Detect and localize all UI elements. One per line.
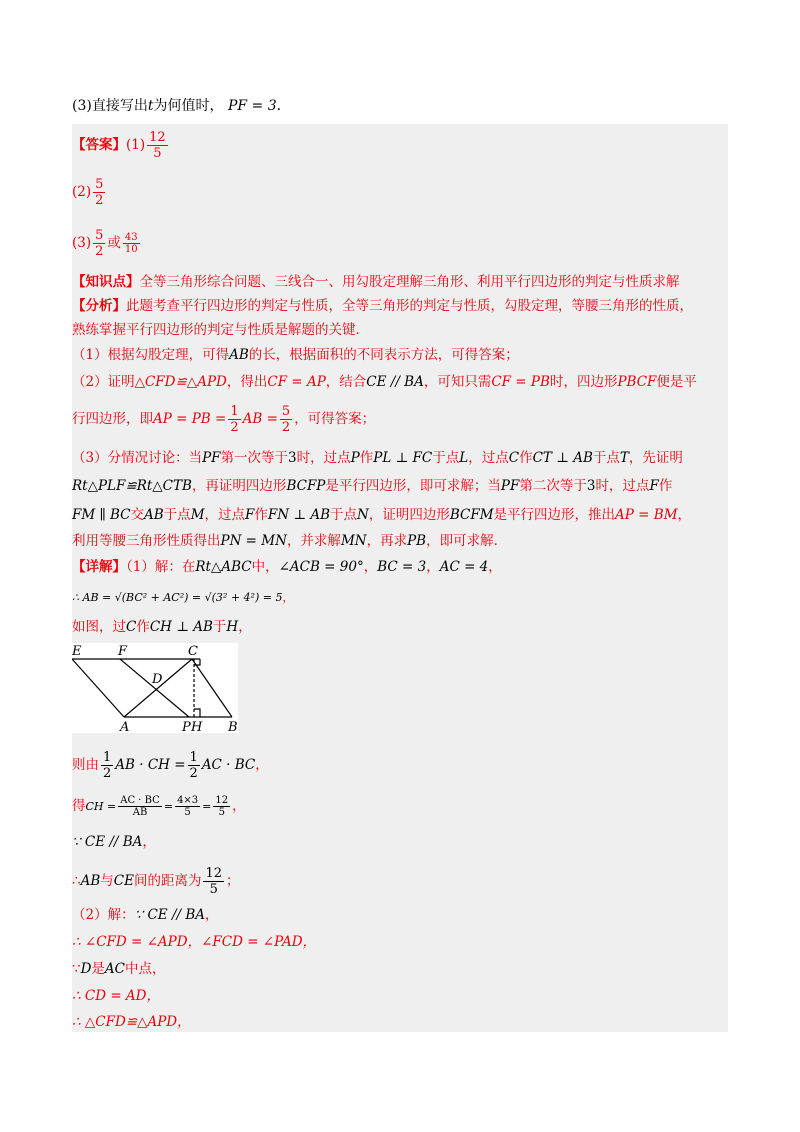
answer-label: 【答案】 (72, 137, 126, 153)
label-A: A (120, 720, 130, 733)
detail-line-6: ∵ CE // BA， (72, 834, 156, 850)
half-fraction-1: $\frac{1}{2}$ (103, 750, 112, 781)
analysis-half-fraction: $\frac{1}{2}$ (230, 404, 239, 435)
ch-fraction-2: $\frac{4\times 3}{5}$ (177, 795, 199, 818)
question-text-mid: 为何值时， (153, 98, 224, 114)
detail-line-9: ∴ ∠CFD = ∠APD，∠FCD = ∠PAD， (72, 934, 317, 950)
answer-line-2 (72, 177, 107, 208)
label-D: D (152, 672, 163, 687)
eq-sign-2: = (202, 800, 212, 813)
question-expr: PF = 3 (227, 98, 277, 114)
analysis-part-3-line-1: （3）分情况讨论：当PF第一次等于3时，过点P作PL ⊥ FC于点L，过点C作CT ⊥ AB于点T，先证明 (72, 450, 683, 466)
analysis-label: 【分析】 (72, 298, 126, 314)
knowledge-text: 全等三角形综合问题、三线合一、用勾股定理解三角形、利用平行四边形的判定与性质求解 (139, 274, 680, 290)
var-t: t (147, 98, 154, 114)
label-F: F (118, 644, 128, 659)
detail-line-2: ∴ AB = √(BC² + AC²) = √(3² + 4²) = 5， (72, 591, 294, 604)
line-CB (192, 659, 232, 717)
analysis-text-1: 此题考查平行四边形的判定与性质，全等三角形的判定与性质，勾股定理，等腰三角形的性质， (126, 298, 693, 314)
line-FP (120, 659, 189, 717)
label-B: B (228, 720, 238, 733)
answer-2-fraction: $\frac{5}{2}$ (95, 177, 104, 208)
detail-line-10: ∵D是AC中点， (72, 961, 166, 977)
line-CA (124, 659, 192, 717)
analysis-line-1 (72, 296, 693, 316)
question-text: (3)直接写出 (72, 98, 148, 114)
label-P: P (182, 720, 191, 733)
line-EA (72, 659, 124, 717)
knowledge-label: 【知识点】 (72, 274, 140, 290)
analysis-part-2-line-1: （2）证明△CFD≌△APD，得出CF = AP，结合CE // BA，可知只需CF = PB时，四边形PBCF便是平 (72, 374, 697, 390)
geometry-figure (72, 643, 238, 733)
geometry-diagram (72, 643, 238, 733)
analysis-part-1: （1）根据勾股定理，可得AB的长，根据面积的不同表示方法，可得答案； (72, 347, 519, 363)
detail-line-4: 则由 $\frac{1}{2}$ AB · CH = $\frac{1}{2}$ AC · BC， (72, 750, 269, 781)
question-part-3 (72, 96, 291, 116)
distance-fraction: $\frac{12}{5}$ (205, 866, 222, 897)
analysis-part-3-line-4: 利用等腰三角形性质得出PN = MN，并求解MN，再求PB，即可求解． (72, 533, 508, 549)
answer-3-fraction-a: $\frac{5}{2}$ (95, 228, 104, 259)
detail-line-11: ∴ CD = AD， (72, 988, 161, 1004)
detail-line-8: （2）解：∵ CE // BA， (72, 907, 219, 923)
analysis-part-3-line-2: Rt△PLF≌Rt△CTB，再证明四边形BCFP是平行四边形，即可求解；当PF第二次等于3时，过点F作 (72, 478, 673, 494)
eq-sign-1: = (163, 800, 174, 813)
answer-line-1 (72, 130, 170, 161)
knowledge-line (72, 272, 680, 292)
analysis-part-3-line-3: FM ∥ BC交AB于点M，过点F作FN ⊥ AB于点N，证明四边形BCFM是平行四边形，推出AP = BM， (72, 507, 692, 523)
answer-2-prefix: (2) (72, 184, 92, 200)
detail-line-3: 如图，过C作CH ⊥ AB于H， (72, 619, 252, 635)
ch-fraction-3: $\frac{12}{5}$ (215, 795, 229, 818)
question-end: ． (276, 98, 291, 114)
detail-label: 【详解】 (72, 559, 126, 575)
answer-3-fraction-b: $\frac{43}{10}$ (124, 232, 138, 255)
answer-3-prefix: (3) (72, 235, 92, 251)
ch-fraction-1: $\frac{AC \cdot BC}{AB}$ (120, 795, 160, 818)
detail-line-12: ∴ △CFD≌△APD， (72, 1014, 191, 1030)
answer-1-prefix: (1) (126, 137, 146, 153)
answer-1-fraction: $\frac{12}{5}$ (149, 130, 166, 161)
answer-line-3 (72, 228, 142, 259)
analysis-line-2: 熟练掌握平行四边形的判定与性质是解题的关键． (72, 322, 369, 338)
analysis-result-fraction: $\frac{5}{2}$ (281, 404, 291, 435)
right-angle-mark-H (194, 709, 200, 717)
line-FB-hidden (120, 659, 232, 717)
label-E: E (72, 644, 82, 659)
answer-3-or: 或 (107, 235, 121, 251)
half-fraction-2: $\frac{1}{2}$ (189, 750, 198, 781)
analysis-part-2-line-2: 行四边形，即AP = PB = $\frac{1}{2}$ AB = $\frac{5}{2}$ ，可得答案； (72, 404, 376, 435)
label-H: H (191, 720, 203, 733)
detail-line-1: 【详解】（1）解：在Rt△ABC中，∠ACB = 90°，BC = 3，AC = 4， (72, 559, 502, 575)
detail-line-5: 得CH = $\frac{AC \cdot BC}{AB}$ = $\frac{4\times 3}{5}$ = $\frac{12}{5}$ ， (72, 795, 246, 818)
detail-line-7: ∴AB与CE间的距离为 $\frac{12}{5}$ ； (72, 866, 240, 897)
label-C: C (188, 644, 198, 659)
